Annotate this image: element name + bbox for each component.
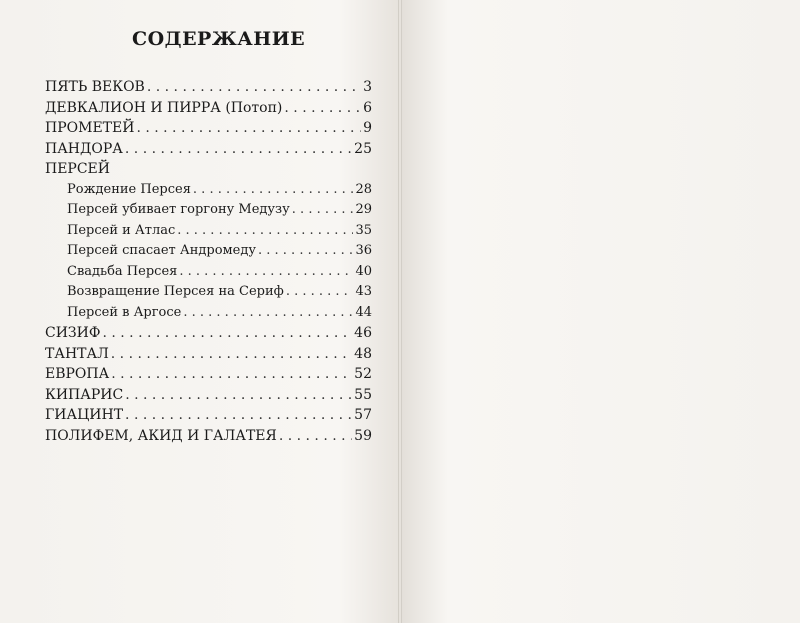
toc-entry-title: ГИАЦИНТ (45, 407, 124, 423)
toc-entry-title: СИЗИФ (45, 325, 101, 341)
toc-entry-page: 57 (354, 407, 372, 423)
toc-entry (45, 405, 372, 426)
toc-entry-title: ПРОМЕТЕЙ (45, 120, 135, 136)
toc-leader-dots (125, 139, 352, 160)
table-of-contents (45, 77, 372, 446)
toc-entry-page: 52 (354, 366, 372, 382)
toc-entry (45, 364, 372, 385)
toc-entry-title: ДЕВКАЛИОН И ПИРРА (Потоп) (45, 99, 283, 116)
toc-entry-page: 35 (355, 222, 372, 238)
toc-entry-page: 3 (363, 79, 372, 95)
toc-entry (45, 385, 372, 406)
toc-entry-title: ПОЛИФЕМ, АКИД И ГАЛАТЕЯ (45, 427, 277, 444)
toc-entry-page: 6 (363, 99, 372, 116)
toc-leader-dots (279, 426, 352, 447)
toc-entry (45, 98, 372, 119)
toc-leader-dots (111, 344, 352, 365)
toc-leader-dots (179, 262, 353, 283)
toc-leader-dots (136, 118, 361, 139)
toc-title: СОДЕРЖАНИЕ (132, 28, 306, 50)
toc-leader-dots (125, 385, 352, 406)
toc-entry (45, 118, 372, 139)
toc-entry-title: ПЯТЬ ВЕКОВ (45, 79, 145, 95)
toc-entry-title: Персей убивает горгону Медузу (67, 202, 290, 217)
toc-entry (45, 159, 372, 180)
toc-entry-title: Свадьба Персея (67, 263, 178, 279)
book-gutter (398, 0, 402, 623)
toc-entry (45, 282, 372, 303)
toc-entry (45, 139, 372, 160)
toc-entry-title: Рождение Персея (67, 181, 191, 197)
toc-entry-page: 46 (354, 325, 372, 341)
toc-leader-dots (284, 98, 361, 119)
toc-leader-dots (177, 221, 353, 242)
toc-leader-dots (125, 405, 352, 426)
toc-entry-page: 25 (354, 140, 372, 157)
toc-entry-page: 55 (354, 386, 372, 403)
toc-entry-page: 43 (355, 284, 372, 299)
toc-entry (45, 344, 372, 365)
toc-leader-dots (183, 303, 353, 324)
toc-entry (45, 303, 372, 324)
toc-entry-title: ТАНТАЛ (45, 345, 109, 362)
toc-entry-title: Персей спасает Андромеду (67, 243, 256, 258)
toc-entry-title: ПАНДОРА (45, 140, 123, 157)
toc-entry-page: 36 (355, 243, 372, 258)
toc-entry-page: 40 (355, 263, 372, 279)
toc-leader-dots (147, 77, 361, 98)
toc-entry-title: Персей и Атлас (67, 222, 176, 238)
toc-entry (45, 221, 372, 242)
toc-entry-page: 28 (355, 181, 372, 197)
toc-leader-dots (193, 180, 354, 201)
toc-entry-title: Персей в Аргосе (67, 304, 182, 320)
toc-entry-title: КИПАРИС (45, 386, 124, 403)
toc-entry (45, 426, 372, 447)
toc-leader-dots (258, 241, 353, 262)
toc-leader-dots (292, 200, 354, 221)
toc-entry-page: 9 (363, 120, 372, 136)
toc-entry (45, 241, 372, 262)
toc-entry (45, 200, 372, 221)
toc-leader-dots (286, 282, 354, 303)
toc-entry-page: 29 (355, 202, 372, 217)
toc-entry-title: Возвращение Персея на Сериф (67, 284, 284, 299)
toc-leader-dots (102, 323, 352, 344)
toc-entry-page: 44 (355, 304, 372, 320)
toc-entry-page: 59 (354, 427, 372, 444)
toc-entry (45, 180, 372, 201)
toc-entry-title: ПЕРСЕЙ (45, 161, 110, 177)
right-page (400, 0, 800, 623)
toc-entry-page: 48 (354, 345, 372, 362)
toc-entry (45, 262, 372, 283)
toc-leader-dots (111, 364, 352, 385)
toc-entry (45, 323, 372, 344)
toc-entry (45, 77, 372, 98)
toc-entry-title: ЕВРОПА (45, 366, 110, 382)
